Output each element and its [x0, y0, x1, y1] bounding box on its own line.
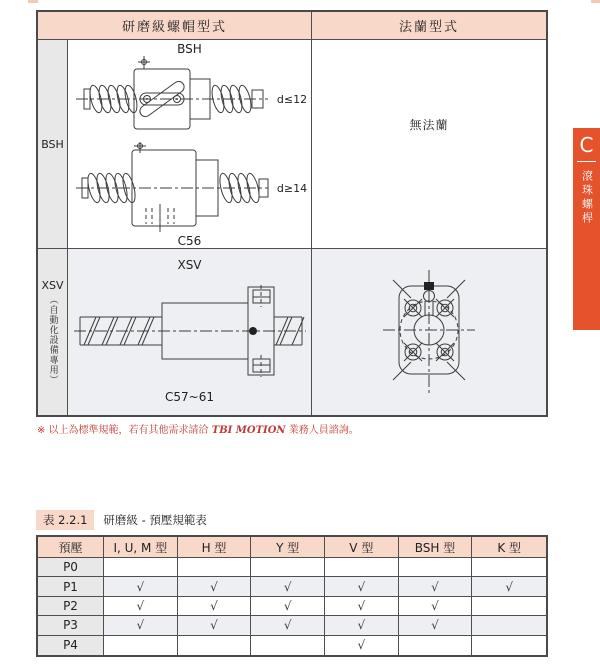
xsv-drawing-caption: C57~61: [165, 390, 214, 404]
cell-p4-v: √: [325, 636, 399, 655]
cell-p1-k: √: [472, 577, 546, 596]
chapter-letter: C: [579, 133, 594, 157]
cell-p3-h: √: [178, 616, 252, 635]
chapter-title-ball-screw: 滾珠螺桿: [580, 170, 594, 226]
cell-p0-ium: [104, 558, 178, 577]
header-nut-type-label: 研磨級螺帽型式: [121, 20, 227, 35]
xsv-label-subtext: （自動化設備專用）: [47, 295, 58, 385]
xsv-drawing-title: XSV: [177, 258, 202, 272]
row-label-p2: P2: [38, 597, 104, 616]
xsv-flange-cell: [312, 249, 546, 415]
bsh-label-text: BSH: [41, 137, 64, 151]
footnote-prefix: ※ 以上為標準規範，若有其他需求請洽: [37, 425, 212, 436]
cell-p1-ium: √: [104, 577, 178, 596]
preload-table-title-row: [36, 510, 207, 530]
cell-p1-h: √: [178, 577, 252, 596]
row-label-bsh: [38, 40, 68, 249]
nut-type-table: [36, 10, 548, 417]
page-edge-fragment-left: [28, 0, 38, 3]
col-header-bsh: BSH 型: [399, 537, 473, 558]
col-header-ium: I, U, M 型: [104, 537, 178, 558]
footnote-suffix: 業務人員諮詢。: [285, 425, 359, 436]
cell-p4-ium: [104, 636, 178, 655]
cell-p0-y: [251, 558, 325, 577]
cell-p0-v: [325, 558, 399, 577]
col-header-preload: 預壓: [38, 537, 104, 558]
col-header-h: H 型: [178, 537, 252, 558]
cell-p4-bsh: [399, 636, 473, 655]
cell-p0-k: [472, 558, 546, 577]
bsh-flange-cell: [312, 40, 546, 249]
row-label-p3: P3: [38, 616, 104, 635]
header-flange-type-label: 法蘭型式: [398, 20, 459, 35]
bsh-drawing-caption: C56: [177, 234, 202, 248]
preload-spec-table: [36, 535, 548, 657]
cell-p1-v: √: [325, 577, 399, 596]
page-edge-fragment-right: [591, 0, 600, 3]
cell-p0-h: [178, 558, 252, 577]
row-label-p1: P1: [38, 577, 104, 596]
no-flange-text: 無法蘭: [409, 118, 449, 132]
cell-p3-bsh: √: [399, 616, 473, 635]
cell-p4-y: [251, 636, 325, 655]
cell-p1-y: √: [251, 577, 325, 596]
flange-front-view-drawing: [359, 266, 499, 398]
xsv-label-text: XSV: [41, 279, 64, 292]
standard-spec-footnote: [37, 421, 359, 436]
cell-p3-y: √: [251, 616, 325, 635]
bsh-large-diameter-row: [72, 142, 307, 234]
row-label-p4: P4: [38, 636, 104, 655]
cell-p2-y: √: [251, 597, 325, 616]
cell-p1-bsh: √: [399, 577, 473, 596]
row-label-p0: P0: [38, 558, 104, 577]
col-header-v: V 型: [325, 537, 399, 558]
small-diameter-note: d≤12: [276, 92, 308, 106]
cell-p2-k: [472, 597, 546, 616]
xsv-nut-drawing-cell: [68, 249, 312, 415]
bsh-nut-drawing-small-diameter: [72, 56, 272, 142]
bsh-drawing-title: BSH: [177, 42, 202, 56]
cell-p2-bsh: √: [399, 597, 473, 616]
cell-p0-bsh: [399, 558, 473, 577]
header-nut-type: [38, 12, 312, 40]
cell-p2-v: √: [325, 597, 399, 616]
cell-p4-h: [178, 636, 252, 655]
cell-p3-ium: √: [104, 616, 178, 635]
large-diameter-note: d≥14: [276, 181, 308, 195]
cell-p3-v: √: [325, 616, 399, 635]
table-number-tag: 表 2.2.1: [36, 510, 94, 530]
col-header-k: K 型: [472, 537, 546, 558]
bsh-small-diameter-row: [72, 56, 307, 142]
bsh-nut-drawings-cell: [68, 40, 312, 249]
bsh-nut-drawing-large-diameter: [72, 142, 272, 234]
cell-p2-ium: √: [104, 597, 178, 616]
preload-table-title: 研磨級 - 預壓規範表: [103, 513, 207, 527]
cell-p2-h: √: [178, 597, 252, 616]
xsv-nut-drawing: [70, 279, 310, 383]
chapter-tab[interactable]: [573, 128, 600, 330]
col-header-y: Y 型: [251, 537, 325, 558]
tab-divider: [577, 161, 596, 162]
header-flange-type: [312, 12, 546, 40]
cell-p3-k: [472, 616, 546, 635]
brand-name: TBI MOTION: [211, 425, 286, 436]
row-label-xsv: [38, 249, 68, 415]
cell-p4-k: [472, 636, 546, 655]
